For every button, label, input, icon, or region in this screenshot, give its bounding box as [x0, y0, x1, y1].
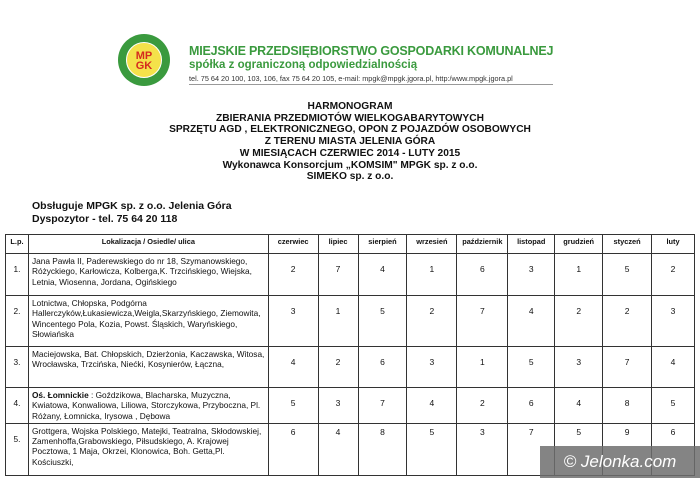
day-cell: 7 — [624, 357, 630, 367]
table-row — [6, 347, 695, 388]
day-cell-container — [407, 296, 457, 347]
title-line: SIMEKO sp. z o.o. — [306, 171, 394, 183]
day-cell: 7 — [528, 426, 534, 437]
day-cell-container — [407, 423, 457, 475]
day-cell-container — [268, 296, 318, 347]
day-cell: 3 — [335, 398, 341, 408]
day-cell: 4 — [670, 357, 676, 367]
service-info — [32, 200, 232, 225]
day-cell-container — [358, 254, 407, 296]
day-cell-container — [652, 296, 695, 347]
location-cell — [28, 388, 268, 424]
watermark: © Jelonka.com — [540, 446, 700, 478]
row-number: 5. — [6, 423, 29, 475]
location-cell — [28, 254, 268, 296]
document-title — [0, 101, 700, 183]
title-line: ZBIERANIA PRZEDMIOTÓW WIELKOGABARYTOWYCH — [216, 112, 484, 124]
day-cell: 2 — [429, 306, 435, 316]
day-cell: 1 — [576, 264, 582, 274]
day-cell-container — [407, 388, 457, 424]
day-cell-container — [358, 423, 407, 475]
day-cell-container — [652, 254, 695, 296]
day-cell: 6 — [670, 426, 676, 437]
day-cell: 2 — [290, 264, 296, 274]
day-cell: 5 — [576, 426, 582, 437]
day-cell-container — [358, 347, 407, 388]
day-cell: 3 — [576, 357, 582, 367]
title-line: Z TERENU MIASTA JELENIA GÓRA — [264, 136, 436, 148]
schedule-table — [5, 234, 695, 476]
day-cell: 3 — [479, 426, 485, 437]
day-cell-container — [457, 296, 508, 347]
table-row — [6, 296, 695, 347]
day-cell-container — [555, 254, 603, 296]
day-cell-container — [407, 254, 457, 296]
streets: Jana Pawła II, Paderewskiego do nr 18, Szymanowskiego, Różyckiego, Karłowicza, Kolberga,K. Trzcińskiego, Wiejska, Letnia, Wiosenna, Jordana, Ogińskiego — [31, 256, 252, 287]
day-cell: 2 — [670, 264, 676, 274]
column-header: luty — [652, 235, 695, 254]
day-cell: 2 — [335, 357, 341, 367]
streets: Maciejowska, Bat. Chłopskich, Dzierżonia, Kaczawska, Witosa, Wrocławska, Trzcińska, Niećki, Kosynierów, Łączna, — [31, 349, 265, 370]
company-header — [189, 44, 553, 85]
day-cell-container — [318, 423, 358, 475]
district-name: Oś. Łomnickie — [31, 390, 89, 400]
day-cell: 3 — [670, 306, 676, 316]
day-cell: 5 — [670, 398, 676, 408]
day-cell-container — [508, 347, 555, 388]
day-cell-container — [508, 296, 555, 347]
day-cell-container — [603, 388, 652, 424]
day-cell-container — [508, 388, 555, 424]
operator: Obsługuje MPGK sp. z o.o. Jelenia Góra — [32, 200, 232, 212]
day-cell: 9 — [624, 426, 630, 437]
day-cell-container — [407, 347, 457, 388]
day-cell-container — [268, 254, 318, 296]
streets: Lotnictwa, Chłopska, Podgórna Hallerczyków,Łukasiewicza,Weigla,Skarzyńskiego, Ziemowita, Wincentego Pola, Kozia, Powst. Śląskich, Waryńskiego, Słowiańska — [31, 298, 261, 339]
logo-mark: MP GK — [135, 50, 153, 72]
day-cell: 2 — [624, 306, 630, 316]
column-header: lipiec — [318, 235, 358, 254]
column-header: listopad — [508, 235, 555, 254]
day-cell-container — [555, 296, 603, 347]
title-line: HARMONOGRAM — [307, 101, 393, 112]
company-subtitle: spółka z ograniczoną odpowiedzialnością — [189, 59, 418, 71]
title-line: Wykonawca Konsorcjum „KOMSIM" MPGK sp. z o.o. — [222, 159, 478, 171]
day-cell: 3 — [290, 306, 296, 316]
column-header: czerwiec — [268, 235, 318, 254]
day-cell: 4 — [576, 398, 582, 408]
day-cell: 6 — [380, 357, 385, 367]
day-cell-container — [318, 388, 358, 424]
column-header: L.p. — [6, 235, 29, 254]
day-cell: 1 — [479, 357, 485, 367]
table-row — [6, 388, 695, 424]
day-cell: 6 — [528, 398, 534, 408]
title-line: W MIESIĄCACH CZERWIEC 2014 - LUTY 2015 — [239, 147, 461, 159]
day-cell-container — [268, 388, 318, 424]
day-cell: 7 — [335, 264, 341, 274]
row-number: 4. — [6, 388, 29, 424]
table-row — [6, 254, 695, 296]
day-cell-container — [603, 347, 652, 388]
streets: : Goździkowa, Blacharska, Muzyczna, Kwiatowa, Konwaliowa, Liliowa, Storczykowa, Przyboczna, Pl. Różany, Łomnicka, Irysowa , Dębowa — [31, 390, 261, 421]
row-number: 1. — [6, 254, 29, 296]
column-header: sierpień — [358, 235, 407, 254]
day-cell: 1 — [429, 264, 435, 274]
day-cell-container — [318, 296, 358, 347]
company-contact: tel. 75 64 20 100, 103, 106, fax 75 64 20 105, e-mail: mpgk@mpgk.jgora.pl, http:/www.mpgk.jgora.pl — [189, 74, 553, 85]
day-cell-container — [358, 388, 407, 424]
day-cell: 3 — [429, 357, 435, 367]
day-cell: 5 — [290, 398, 296, 408]
day-cell-container — [318, 254, 358, 296]
column-header: grudzień — [555, 235, 603, 254]
day-cell-container — [318, 347, 358, 388]
day-cell-container — [555, 347, 603, 388]
day-cell: 8 — [624, 398, 630, 408]
day-cell: 4 — [335, 426, 341, 437]
day-cell: 4 — [380, 264, 385, 274]
day-cell: 2 — [479, 398, 485, 408]
day-cell: 6 — [479, 264, 485, 274]
column-header: wrzesień — [407, 235, 457, 254]
title-line: SPRZĘTU AGD , ELEKTRONICZNEGO, OPON Z POJAZDÓW OSOBOWYCH — [169, 124, 531, 136]
location-cell — [28, 296, 268, 347]
day-cell-container — [603, 254, 652, 296]
day-cell: 6 — [290, 426, 296, 437]
day-cell: 1 — [335, 306, 341, 316]
row-number: 2. — [6, 296, 29, 347]
row-number: 3. — [6, 347, 29, 388]
day-cell-container — [603, 296, 652, 347]
company-name: MIEJSKIE PRZEDSIĘBIORSTWO GOSPODARKI KOMUNALNEJ — [189, 44, 554, 58]
day-cell: 7 — [380, 398, 385, 408]
day-cell-container — [457, 347, 508, 388]
column-header: październik — [457, 235, 508, 254]
location-cell — [28, 347, 268, 388]
location-cell — [28, 423, 268, 475]
day-cell: 5 — [429, 426, 435, 437]
day-cell: 2 — [576, 306, 582, 316]
day-cell: 4 — [290, 357, 296, 367]
day-cell: 7 — [479, 306, 485, 316]
day-cell: 5 — [624, 264, 630, 274]
day-cell-container — [268, 423, 318, 475]
header-row — [6, 235, 695, 254]
day-cell-container — [652, 388, 695, 424]
day-cell-container — [457, 423, 508, 475]
day-cell-container — [508, 254, 555, 296]
day-cell-container — [358, 296, 407, 347]
column-header: Lokalizacja / Osiedle/ ulica — [28, 235, 268, 254]
day-cell: 8 — [380, 426, 385, 437]
day-cell: 4 — [429, 398, 435, 408]
mpgk-logo — [118, 34, 170, 86]
dispatcher-phone: Dyspozytor - tel. 75 64 20 118 — [32, 212, 178, 225]
day-cell-container — [457, 388, 508, 424]
column-header: styczeń — [603, 235, 652, 254]
day-cell: 5 — [380, 306, 385, 316]
day-cell-container — [457, 254, 508, 296]
day-cell: 4 — [528, 306, 534, 316]
streets: Grottgera, Wojska Polskiego, Matejki, Teatralna, Skłodowskiej, Zamenhoffa,Grabowskiego, Piłsudskiego, A. Krajowej Pocztowa, 1 Maja, Okrzei, Klonowica, Boh. Getta,Pl. Kościuszki, — [31, 425, 262, 467]
day-cell: 5 — [528, 357, 534, 367]
day-cell-container — [555, 388, 603, 424]
day-cell-container — [652, 347, 695, 388]
day-cell-container — [268, 347, 318, 388]
day-cell: 3 — [528, 264, 534, 274]
